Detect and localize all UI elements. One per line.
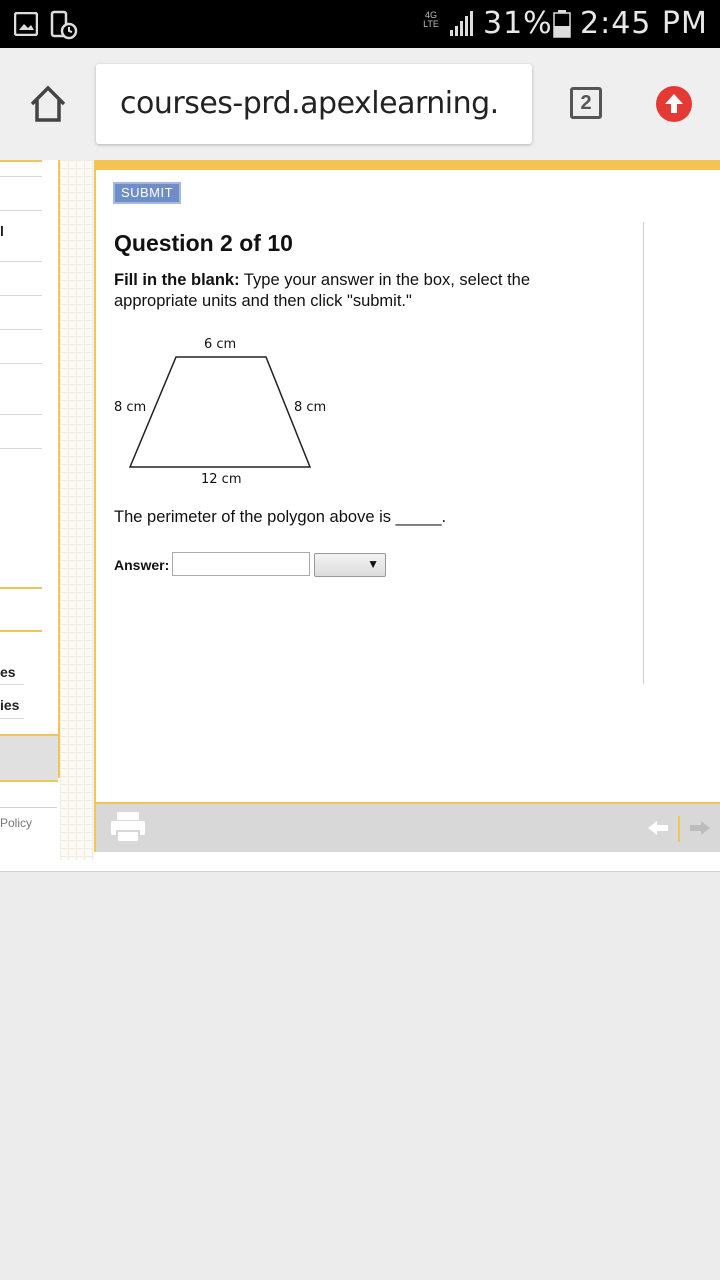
sidebar-divider <box>0 684 24 685</box>
tab-switcher-button[interactable]: 2 <box>570 87 602 119</box>
sidebar-divider <box>0 448 42 449</box>
prev-arrow-icon[interactable] <box>646 820 670 836</box>
decorative-grid <box>60 160 94 860</box>
sidebar-item-fragment[interactable]: ies <box>0 697 20 713</box>
footer-divider <box>0 807 57 808</box>
bottom-side-label: 12 cm <box>201 472 242 487</box>
battery-icon <box>553 10 571 38</box>
chevron-down-icon: ▼ <box>367 557 379 571</box>
sidebar-divider <box>0 414 42 415</box>
instructions <box>114 270 584 312</box>
page-divider <box>0 871 720 872</box>
sidebar-item-fragment[interactable]: l <box>0 223 4 239</box>
submit-button[interactable]: SUBMIT <box>113 182 181 204</box>
sidebar-divider <box>0 261 42 262</box>
screenshot-icon <box>50 10 78 40</box>
left-side-label: 8 cm <box>114 400 147 415</box>
top-side-label: 6 cm <box>204 337 237 352</box>
sidebar-divider <box>0 718 24 719</box>
trapezoid-figure <box>96 330 356 490</box>
sidebar-divider <box>0 329 42 330</box>
status-bar <box>0 0 720 48</box>
sidebar-divider <box>0 363 42 364</box>
url-bar[interactable] <box>96 64 532 144</box>
question-title: Question 2 of 10 <box>114 230 293 256</box>
browser-toolbar <box>0 48 720 160</box>
sidebar-footer <box>0 734 58 782</box>
print-icon[interactable] <box>110 810 146 844</box>
nav-divider <box>678 816 680 842</box>
right-side-label: 8 cm <box>294 400 327 415</box>
sidebar-item-fragment[interactable]: es <box>0 664 16 680</box>
clock: 2:45 PM <box>580 6 708 41</box>
answer-label: Answer: <box>114 557 170 573</box>
sidebar-divider <box>0 176 42 177</box>
home-icon[interactable] <box>28 84 68 124</box>
next-arrow-icon[interactable] <box>688 820 712 836</box>
left-sidebar <box>0 160 60 778</box>
instructions-bold: Fill in the blank: <box>114 271 240 289</box>
battery-percent: 31% <box>483 6 553 41</box>
policy-link[interactable]: Policy <box>0 816 33 830</box>
sidebar-divider <box>0 160 42 162</box>
sidebar-divider <box>0 587 42 589</box>
bottom-toolbar <box>96 802 720 852</box>
panel-divider <box>643 222 644 684</box>
update-arrow-icon <box>656 86 692 122</box>
sidebar-divider <box>0 630 42 632</box>
signal-icon <box>448 10 476 38</box>
unit-select[interactable] <box>314 553 386 577</box>
sidebar-divider <box>0 210 42 211</box>
instructions-text: Type your answer in the box, select the appropriate units and then click "submit." <box>114 271 531 310</box>
sidebar-divider <box>0 295 42 296</box>
answer-input[interactable] <box>172 552 310 576</box>
gallery-icon <box>14 12 38 36</box>
network-type-label: 4G LTE <box>423 10 439 29</box>
question-panel <box>94 160 720 852</box>
problem-statement: The perimeter of the polygon above is _____. <box>114 508 447 526</box>
update-button[interactable] <box>656 86 692 122</box>
panel-top-bar <box>96 160 720 170</box>
url-text: courses-prd.apexlearning. <box>120 86 499 121</box>
